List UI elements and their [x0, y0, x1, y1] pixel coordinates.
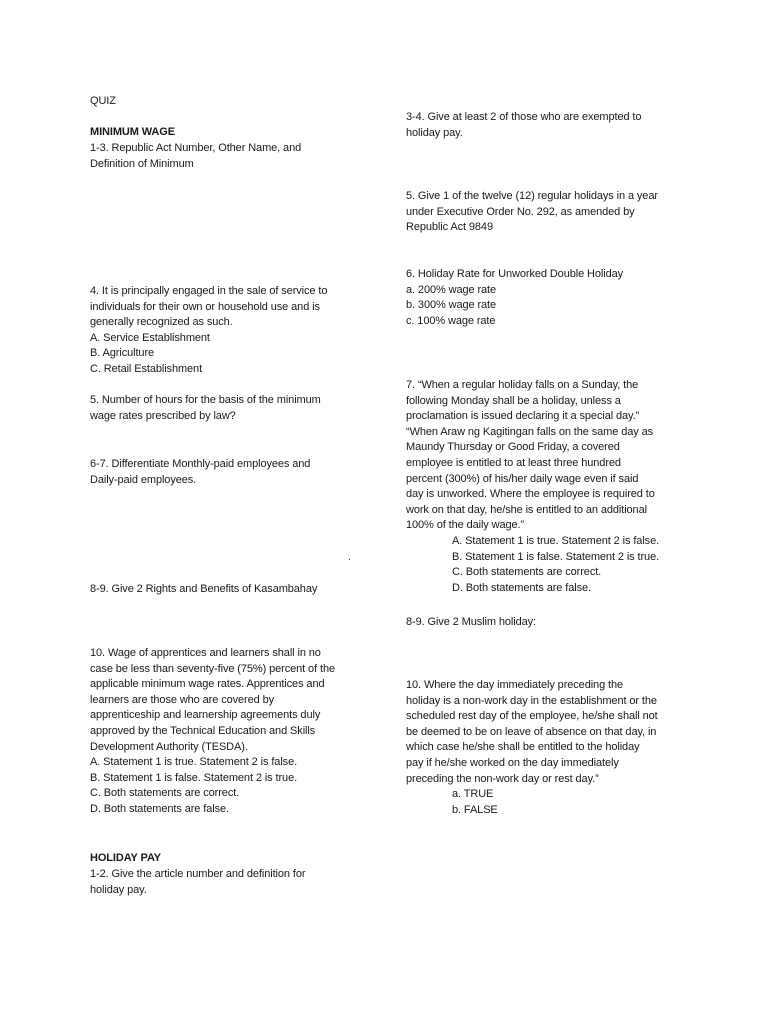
- question-8-9-right: 8-9. Give 2 Muslim holiday:: [406, 616, 536, 628]
- option-a: A. Statement 1 is true. Statement 2 is false.: [452, 534, 660, 547]
- option-c: C. Retail Establishment: [90, 362, 203, 375]
- question-1-3: 1-3. Republic Act Number, Other Name, and Definition of Minimum: [90, 142, 302, 170]
- option-b: B. Agriculture: [90, 347, 155, 360]
- question-10: 10. Wage of apprentices and learners shall in no case be less than seventy-five (75%) percent of the applicable minimum wage rates. Apprentices and learners are those who are covered by apprenticeship and learnership agreements duly approved by the Technical Education and Skills Development Authority (TESDA). A. Statement 1 is true. Statement 2 is false. B. Statement 1 is false. Statement 2 is true. C. Both statements are correct. D. Both statements are false.: [90, 646, 362, 818]
- quiz-title: QUIZ: [90, 95, 116, 107]
- option-c: C. Both statements are correct.: [90, 787, 240, 800]
- option-a: a. TRUE: [452, 788, 494, 801]
- option-a: A. Service Establishment: [90, 331, 210, 344]
- question-8-9: 8-9. Give 2 Rights and Benefits of Kasambahay: [90, 583, 318, 595]
- holiday-question-1-2: 1-2. Give the article number and definition for holiday pay.: [90, 868, 306, 896]
- option-c: c. 100% wage rate: [406, 314, 496, 327]
- question-3-4: 3-4. Give at least 2 of those who are exempted to holiday pay.: [406, 111, 642, 139]
- question-6-7: 6-7. Differentiate Monthly-paid employees and Daily-paid employees.: [90, 458, 311, 486]
- question-10-right: 10. Where the day immediately preceding the holiday is a non-work day in the establishment or the scheduled rest day of the employee, he/she shall not be deemed to be on leave of absence on that day, in which case he/she shall be entitled to the holiday pay if he/she worked on the day immediately preceding the non-work day or rest day.” a. TRUE b. FALSE: [406, 678, 686, 818]
- minimum-wage-heading: MINIMUM WAGE: [90, 126, 175, 138]
- option-b: b. FALSE: [452, 803, 498, 816]
- question-4: 4. It is principally engaged in the sale of service to individuals for their own or household use and is generally recognized as such. A. Service Establishment B. Agriculture C. Retail Establishment: [90, 284, 362, 378]
- question-5: 5. Number of hours for the basis of the minimum wage rates prescribed by law?: [90, 394, 321, 422]
- option-a: a. 200% wage rate: [406, 283, 497, 296]
- option-b: b. 300% wage rate: [406, 299, 497, 312]
- holiday-pay-heading: HOLIDAY PAY: [90, 852, 162, 864]
- stray-mark: .: [348, 552, 351, 563]
- option-d: D. Both statements are false.: [90, 802, 229, 815]
- option-b: B. Statement 1 is false. Statement 2 is true.: [90, 771, 298, 784]
- question-7-right: 7. “When a regular holiday falls on a Sunday, the following Monday shall be a holiday, unless a proclamation is issued declaring it a special day.” “When Araw ng Kagitingan falls on the same day as Maundy Thursday or Good Friday, a covered employee is entitled to at least three hundred percent (300%) of his/her daily wage even if said day is unworked. Where the employee is required to work on that day, he/she is entitled to an additional 100% of the daily wage.” A. Statement 1 is true. Statement 2 is false. B. Statement 1 is false. Statement 2 is true. C. Both statements are correct. D. Both statements are false.: [406, 378, 686, 596]
- option-c: C. Both statements are correct.: [452, 566, 602, 579]
- option-b: B. Statement 1 is false. Statement 2 is true.: [452, 550, 660, 563]
- option-a: A. Statement 1 is true. Statement 2 is false.: [90, 756, 298, 769]
- question-5-right: 5. Give 1 of the twelve (12) regular holidays in a year under Executive Order No. 292, as amended by Republic Act 9849: [406, 190, 658, 234]
- option-d: D. Both statements are false.: [452, 581, 591, 594]
- question-6-right: 6. Holiday Rate for Unworked Double Holiday a. 200% wage rate b. 300% wage rate c. 100% wage rate: [406, 267, 686, 329]
